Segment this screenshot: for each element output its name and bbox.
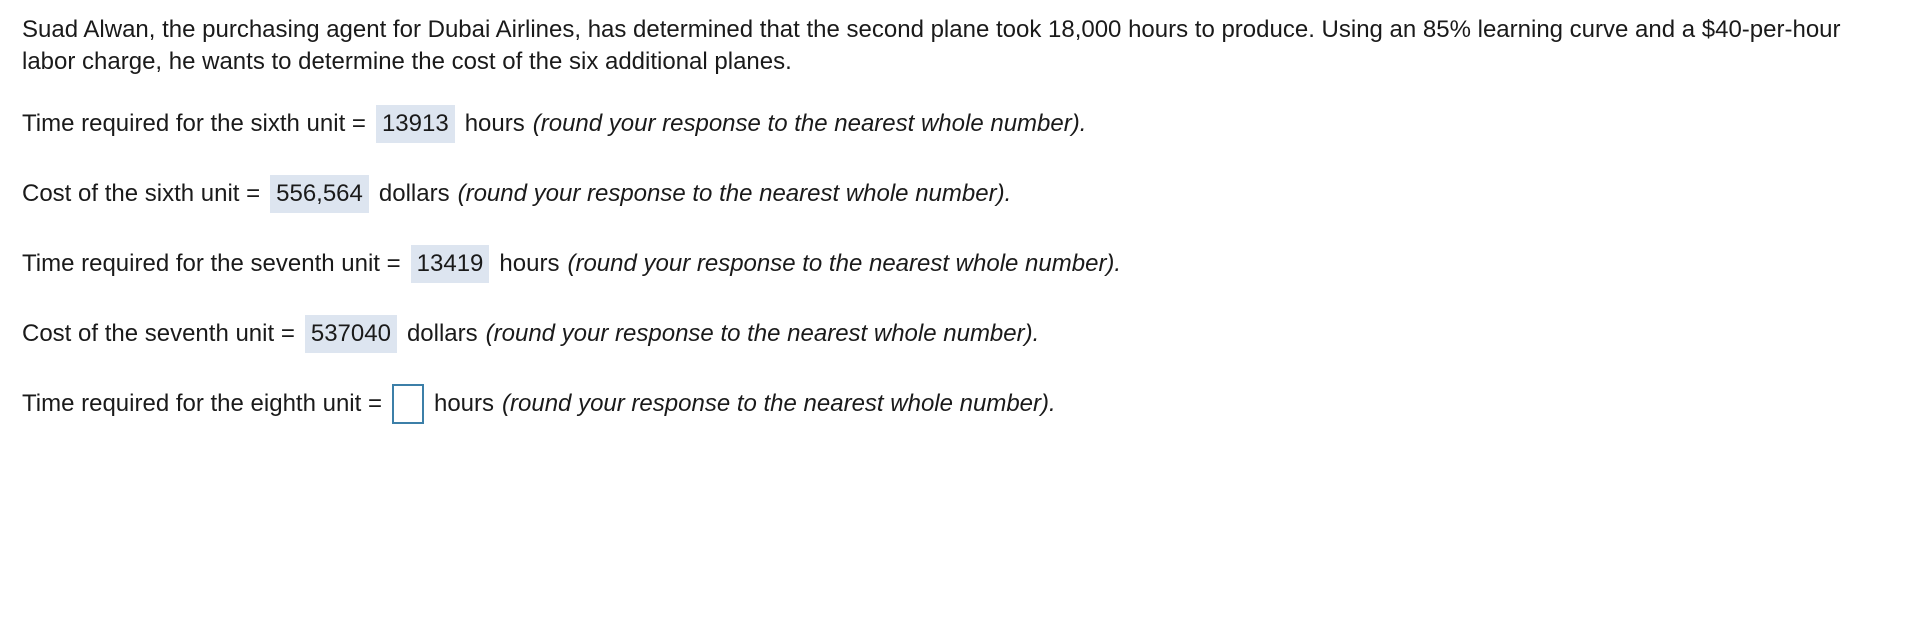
seventh-unit-time-unit: hours bbox=[499, 250, 560, 277]
eighth-unit-time-row bbox=[22, 384, 1892, 424]
sixth-unit-time-unit: hours bbox=[464, 110, 525, 137]
sixth-unit-time-label: Time required for the sixth unit = bbox=[22, 110, 366, 137]
sixth-unit-cost-label: Cost of the sixth unit = bbox=[22, 180, 261, 207]
eighth-unit-time-label: Time required for the eighth unit = bbox=[22, 390, 382, 417]
question-panel bbox=[22, 14, 1892, 424]
sixth-unit-time-hint: (round your response to the nearest whole number). bbox=[532, 110, 1087, 137]
sixth-unit-cost-hint: (round your response to the nearest whole number). bbox=[457, 180, 1012, 207]
question-prompt: Suad Alwan, the purchasing agent for Dubai Airlines, has determined that the second plane took 18,000 hours to produce. Using an 85% learning curve and a $40-per-hour labor charge, he wants to determine the cost of the six additional planes. bbox=[22, 16, 1841, 75]
seventh-unit-time-label: Time required for the seventh unit = bbox=[22, 250, 401, 277]
eighth-unit-time-unit: hours bbox=[433, 390, 495, 417]
seventh-unit-cost-hint: (round your response to the nearest whole number). bbox=[485, 320, 1040, 347]
seventh-unit-cost-answer[interactable]: 537040 bbox=[305, 315, 397, 353]
sixth-unit-cost-row bbox=[22, 174, 1892, 214]
sixth-unit-cost-answer[interactable]: 556,564 bbox=[270, 175, 369, 213]
seventh-unit-time-hint: (round your response to the nearest whole number). bbox=[567, 250, 1122, 277]
eighth-unit-time-input[interactable] bbox=[392, 384, 424, 424]
seventh-unit-cost-row bbox=[22, 314, 1892, 354]
seventh-unit-time-row bbox=[22, 244, 1892, 284]
seventh-unit-time-answer[interactable]: 13419 bbox=[411, 245, 490, 283]
eighth-unit-time-hint: (round your response to the nearest whole number). bbox=[502, 390, 1056, 417]
sixth-unit-time-row bbox=[22, 104, 1892, 144]
sixth-unit-time-answer[interactable]: 13913 bbox=[376, 105, 455, 143]
seventh-unit-cost-label: Cost of the seventh unit = bbox=[22, 320, 295, 347]
seventh-unit-cost-unit: dollars bbox=[406, 320, 478, 347]
sixth-unit-cost-unit: dollars bbox=[378, 180, 450, 207]
